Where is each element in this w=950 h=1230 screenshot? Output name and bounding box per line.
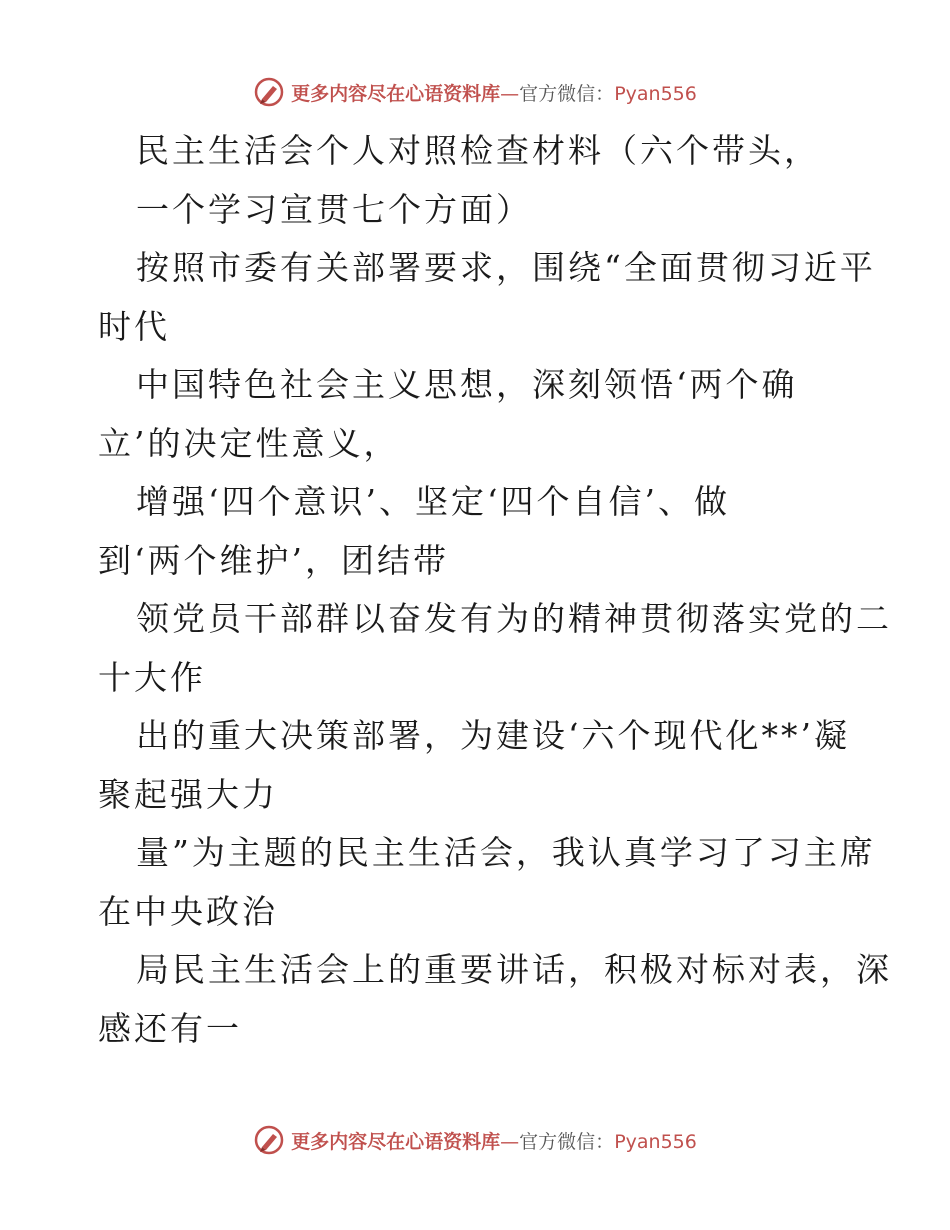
watermark-brand: 更多内容尽在心语资料库 xyxy=(291,82,501,105)
text-line: 领党员干部群以奋发有为的精神贯彻落实党的二 xyxy=(136,599,892,638)
watermark-dash: — xyxy=(500,82,520,105)
watermark-wechat-id: Pyan556 xyxy=(614,82,697,105)
watermark-official-label: 官方微信： xyxy=(519,1130,615,1153)
text-line: 立’的决定性意义， xyxy=(98,423,400,463)
text-line: 局民主生活会上的重要讲话，积极对标对表，深 xyxy=(136,950,892,989)
text-line: 时代 xyxy=(98,306,170,346)
footer-watermark xyxy=(0,1120,950,1160)
text-line: 中国特色社会主义思想，深刻领悟‘两个确 xyxy=(136,365,798,404)
watermark-brand: 更多内容尽在心语资料库 xyxy=(291,1130,501,1153)
watermark-official-label: 官方微信： xyxy=(519,82,615,105)
watermark-wechat-id: Pyan556 xyxy=(614,1130,697,1153)
pen-logo-icon xyxy=(253,1124,285,1156)
text-line: 民主生活会个人对照检查材料（六个带头， xyxy=(136,131,820,170)
text-line: 聚起强大力 xyxy=(98,774,278,814)
text-line: 到‘两个维护’，团结带 xyxy=(98,540,449,580)
pen-logo-icon xyxy=(253,76,285,108)
text-line: 按照市委有关部署要求，围绕“全面贯彻习近平 xyxy=(136,248,876,287)
header-watermark xyxy=(0,72,950,112)
text-line: 在中央政治 xyxy=(98,891,278,931)
text-line: 增强‘四个意识’、坚定‘四个自信’、做 xyxy=(136,482,730,521)
text-line: 一个学习宣贯七个方面） xyxy=(136,189,532,229)
watermark-dash: — xyxy=(500,1130,520,1153)
text-line: 出的重大决策部署，为建设‘六个现代化**’凝 xyxy=(136,716,850,755)
text-line: 量”为主题的民主生活会，我认真学习了习主席 xyxy=(136,833,876,872)
text-line: 感还有一 xyxy=(98,1008,242,1048)
text-line: 十大作 xyxy=(98,657,206,697)
document-body xyxy=(98,122,892,1058)
